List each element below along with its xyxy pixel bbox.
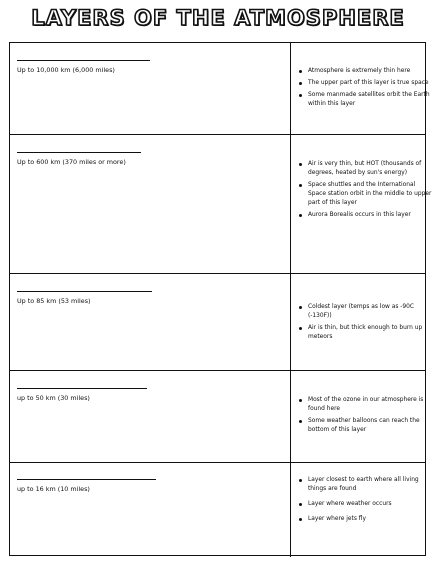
column-divider [290, 274, 291, 370]
fact-item: Air is very thin, but HOT (thousands of degrees, heated by sun's energy) [308, 160, 434, 178]
fact-item: Some weather balloons can reach the bottom of this layer [308, 417, 434, 435]
layer-facts-list [298, 160, 434, 223]
layer-row-troposphere [10, 463, 425, 557]
column-divider [290, 135, 291, 273]
layer-altitude: up to 16 km (10 miles) [17, 485, 90, 493]
fact-item: Some manmade satellites orbit the Earth within this layer [308, 91, 434, 109]
layers-table [9, 42, 432, 556]
column-divider [290, 463, 291, 557]
worksheet-title: LAYERS OF THE ATMOSPHERE [31, 6, 405, 30]
layer-altitude: Up to 600 km (370 miles or more) [17, 158, 126, 166]
layer-row-exosphere [10, 43, 430, 135]
column-divider [290, 371, 291, 462]
fact-item: Layer where weather occurs [308, 500, 434, 509]
layer-altitude: up to 50 km (30 miles) [17, 394, 90, 402]
column-divider [290, 43, 291, 134]
fact-item: Layer where jets fly [308, 515, 434, 524]
fact-item: The upper part of this layer is true space [308, 79, 434, 88]
layer-facts-list [298, 67, 434, 112]
fact-item: Air is thin, but thick enough to burn up meteors [308, 324, 434, 342]
layer-altitude: Up to 10,000 km (6,000 miles) [17, 66, 115, 74]
layer-name-blank[interactable] [17, 388, 147, 389]
fact-item: Atmosphere is extremely thin here [308, 67, 434, 76]
layer-name-blank[interactable] [17, 479, 156, 480]
layer-row-stratosphere [10, 371, 425, 463]
layer-altitude: Up to 85 km (53 miles) [17, 297, 91, 305]
layer-name-blank[interactable] [17, 60, 150, 61]
fact-item: Layer closest to earth where all living things are found [308, 476, 434, 494]
fact-item: Most of the ozone in our atmosphere is found here [308, 396, 434, 414]
fact-item: Coldest layer (temps as low as -90C (-130F)) [308, 303, 434, 321]
layer-row-thermosphere [10, 135, 432, 274]
layer-facts-list [298, 396, 434, 438]
fact-item: Space shuttles and the International Space station orbit in the middle to upper part of this layer [308, 181, 434, 208]
layer-name-blank[interactable] [17, 291, 152, 292]
fact-item: Aurora Borealis occurs in this layer [308, 211, 434, 220]
layer-name-blank[interactable] [17, 152, 141, 153]
layer-facts-list [298, 303, 434, 345]
layer-facts-list [298, 476, 434, 527]
layer-row-mesosphere [10, 274, 425, 371]
